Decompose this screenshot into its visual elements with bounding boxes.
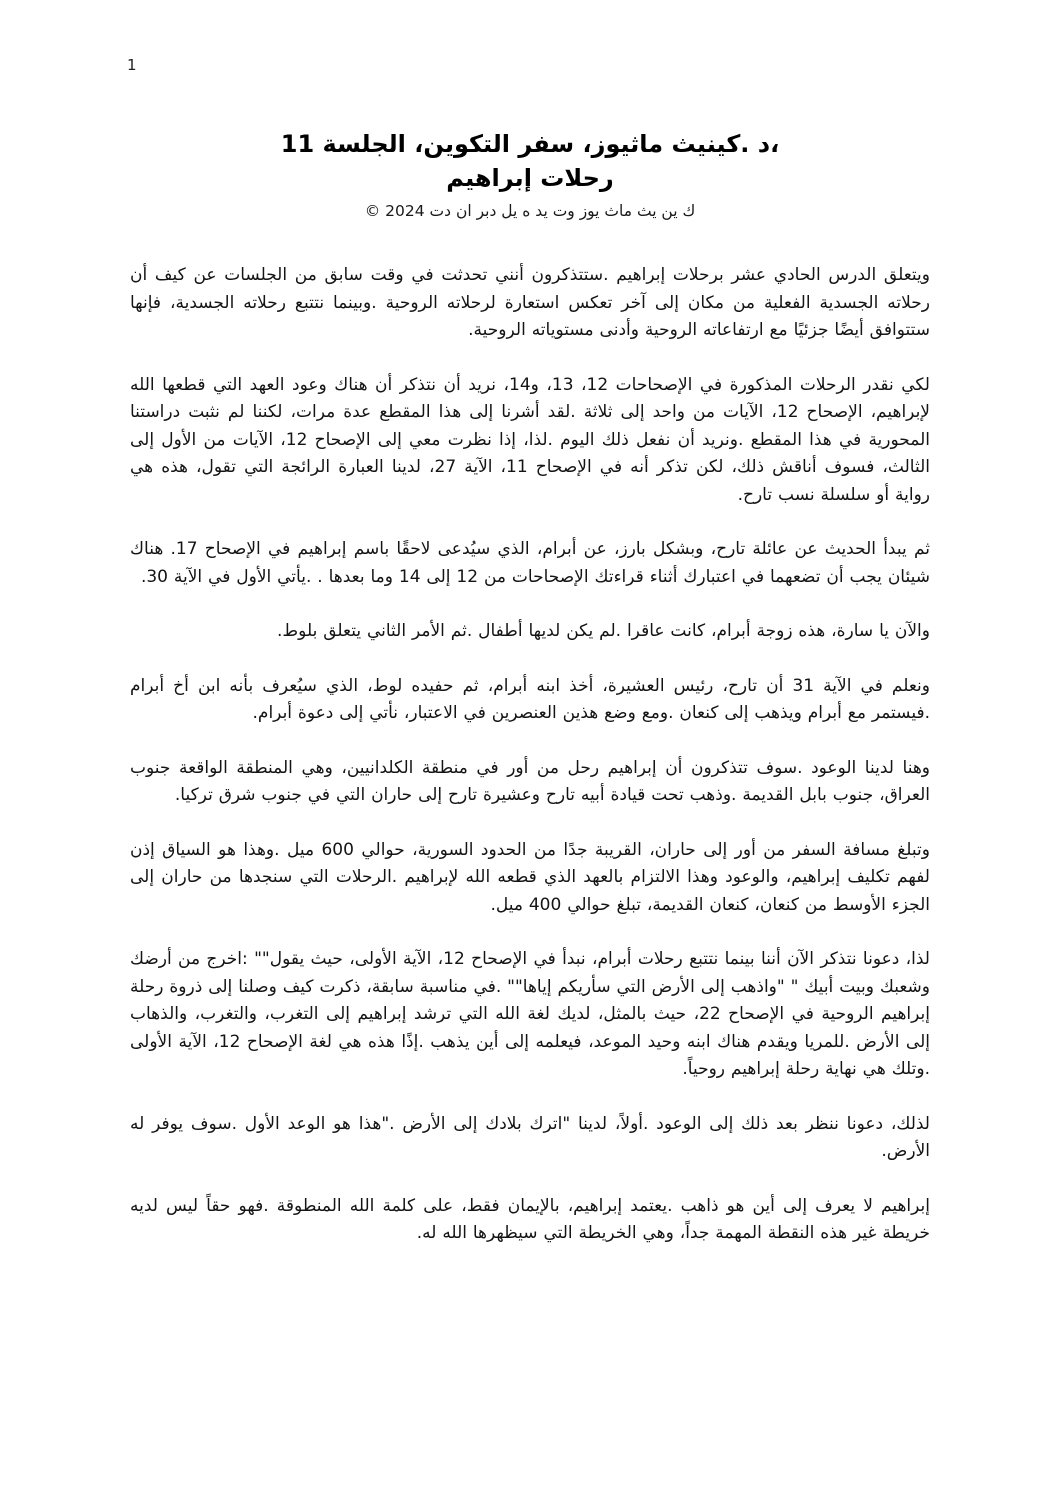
page-number: 1 <box>127 56 137 74</box>
document-body <box>130 262 930 1248</box>
paragraph: وتبلغ مسافة السفر من أور إلى حاران، القريبة جدًا من الحدود السورية، حوالي 600 ميل .وهذا هو السياق إذن لفهم تكليف إبراهيم، والوعود وهذا الالتزام بالعهد الذي قطعه الله لإبراهيم .الرحلات التي سنجدها من حاران إلى الجزء الأوسط من كنعان، كنعان القديمة، تبلغ حوالي 400 ميل. <box>130 839 930 915</box>
copyright-line: ك ين يث ماث يوز وت يد ه يل دبر ان دت 2024 © <box>364 202 696 221</box>
document-content <box>130 128 930 1275</box>
paragraph: لذلك، دعونا ننظر بعد ذلك إلى الوعود .أولاً، لدينا "اترك بلادك إلى الأرض ."هذا هو الوعد الأول .سوف يوفر له الأرض. <box>130 1113 930 1162</box>
paragraph: ويتعلق الدرس الحادي عشر برحلات إبراهيم .ستتذكرون أنني تحدثت في وقت سابق من الجلسات عن كيف أن رحلاته الجسدية الفعلية من مكان إلى آخر تعكس استعارة لرحلاته الروحية .وبينما نتتبع رحلاته الجسدية، فإنها ستتوافق أيضًا جزئيًا مع ارتفاعاته الروحية وأدنى مستوياته الروحية. <box>130 265 930 341</box>
doc-title-line1: ،د .كينيث ماثيوز، سفر التكوين، الجلسة 11 <box>280 130 780 158</box>
paragraph: وهنا لدينا الوعود .سوف تتذكرون أن إبراهيم رحل من أور في منطقة الكلدانيين، وهي المنطقة الواقعة جنوب العراق، جنوب بابل القديمة .وذهب تحت قيادة أبيه تارح وعشيرة تارح إلى حاران التي في جنوب شرق تركيا. <box>130 757 930 806</box>
paragraph: إبراهيم لا يعرف إلى أين هو ذاهب .يعتمد إبراهيم، بالإيمان فقط، على كلمة الله المنطوقة .فهو حقاً ليس لديه خريطة غير هذه النقطة المهمة جداً، وهي الخريطة التي سيظهرها الله له. <box>130 1195 930 1244</box>
doc-title-line2: رحلات إبراهيم <box>446 163 614 192</box>
paragraph: ثم يبدأ الحديث عن عائلة تارح، وبشكل بارز، عن أبرام، الذي سيُدعى لاحقًا باسم إبراهيم في الإصحاح 17. هناك شيئان يجب أن تضعهما في اعتبارك أثناء قراءتك الإصحاحات من 12 إلى 14 وما بعدها . .يأتي الأول في الآية 30. <box>130 539 930 587</box>
paragraph: والآن يا سارة، هذه زوجة أبرام، كانت عاقرا .لم يكن لديها أطفال .ثم الأمر الثاني يتعلق بلوط. <box>277 621 930 642</box>
paragraph: لذا، دعونا نتذكر الآن أننا بينما نتتبع رحلات أبرام، نبدأ في الإصحاح 12، الآية الأولى، حيث يقول"" :اخرج من أرضك وشعبك وبيت أبيك " "واذهب إلى الأرض التي سأريكم إياها"" .في مناسبة سابقة، ذكرت كيف وصلنا إلى ذروة رحلة إبراهيم الروحية في الإصحاح 22، حيث بالمثل، لديك لغة الله التي ترشد إبراهيم إلى التغرب، والتغرب، والذهاب إلى الأرض .للمريا ويقدم هناك ابنه وحيد الموعد، فيعلمه إلى أين يذهب .إذًا هذه هي لغة الإصحاح 12، الآية الأولى .وتلك هي نهاية رحلة إبراهيم روحياً. <box>130 949 930 1080</box>
paragraph: ونعلم في الآية 31 أن تارح، رئيس العشيرة، أخذ ابنه أبرام، ثم حفيده لوط، الذي سيُعرف بأنه ابن أخ أبرام .فيستمر مع أبرام ويذهب إلى كنعان .ومع وضع هذين العنصرين في الاعتبار، نأتي إلى دعوة أبرام. <box>130 675 930 724</box>
paragraph: لكي نقدر الرحلات المذكورة في الإصحاحات 12، 13، و14، نريد أن نتذكر أن هناك وعود العهد التي قطعها الله لإبراهيم، الإصحاح 12، الآيات من واحد إلى ثلاثة .لقد أشرنا إلى هذا المقطع عدة مرات، لكننا لم نثبت دراستنا المحورية في هذا المقطع .ونريد أن نفعل ذلك اليوم .لذا، إذا نظرت معي إلى الإصحاح 12، الآيات من الأول إلى الثالث، فسوف أناقش ذلك، لكن تذكر أنه في الإصحاح 11، الآية 27، لدينا العبارة الرائجة التي تقول، هذه هي رواية أو سلسلة نسب تارح. <box>130 374 930 505</box>
doc-title <box>130 128 930 195</box>
